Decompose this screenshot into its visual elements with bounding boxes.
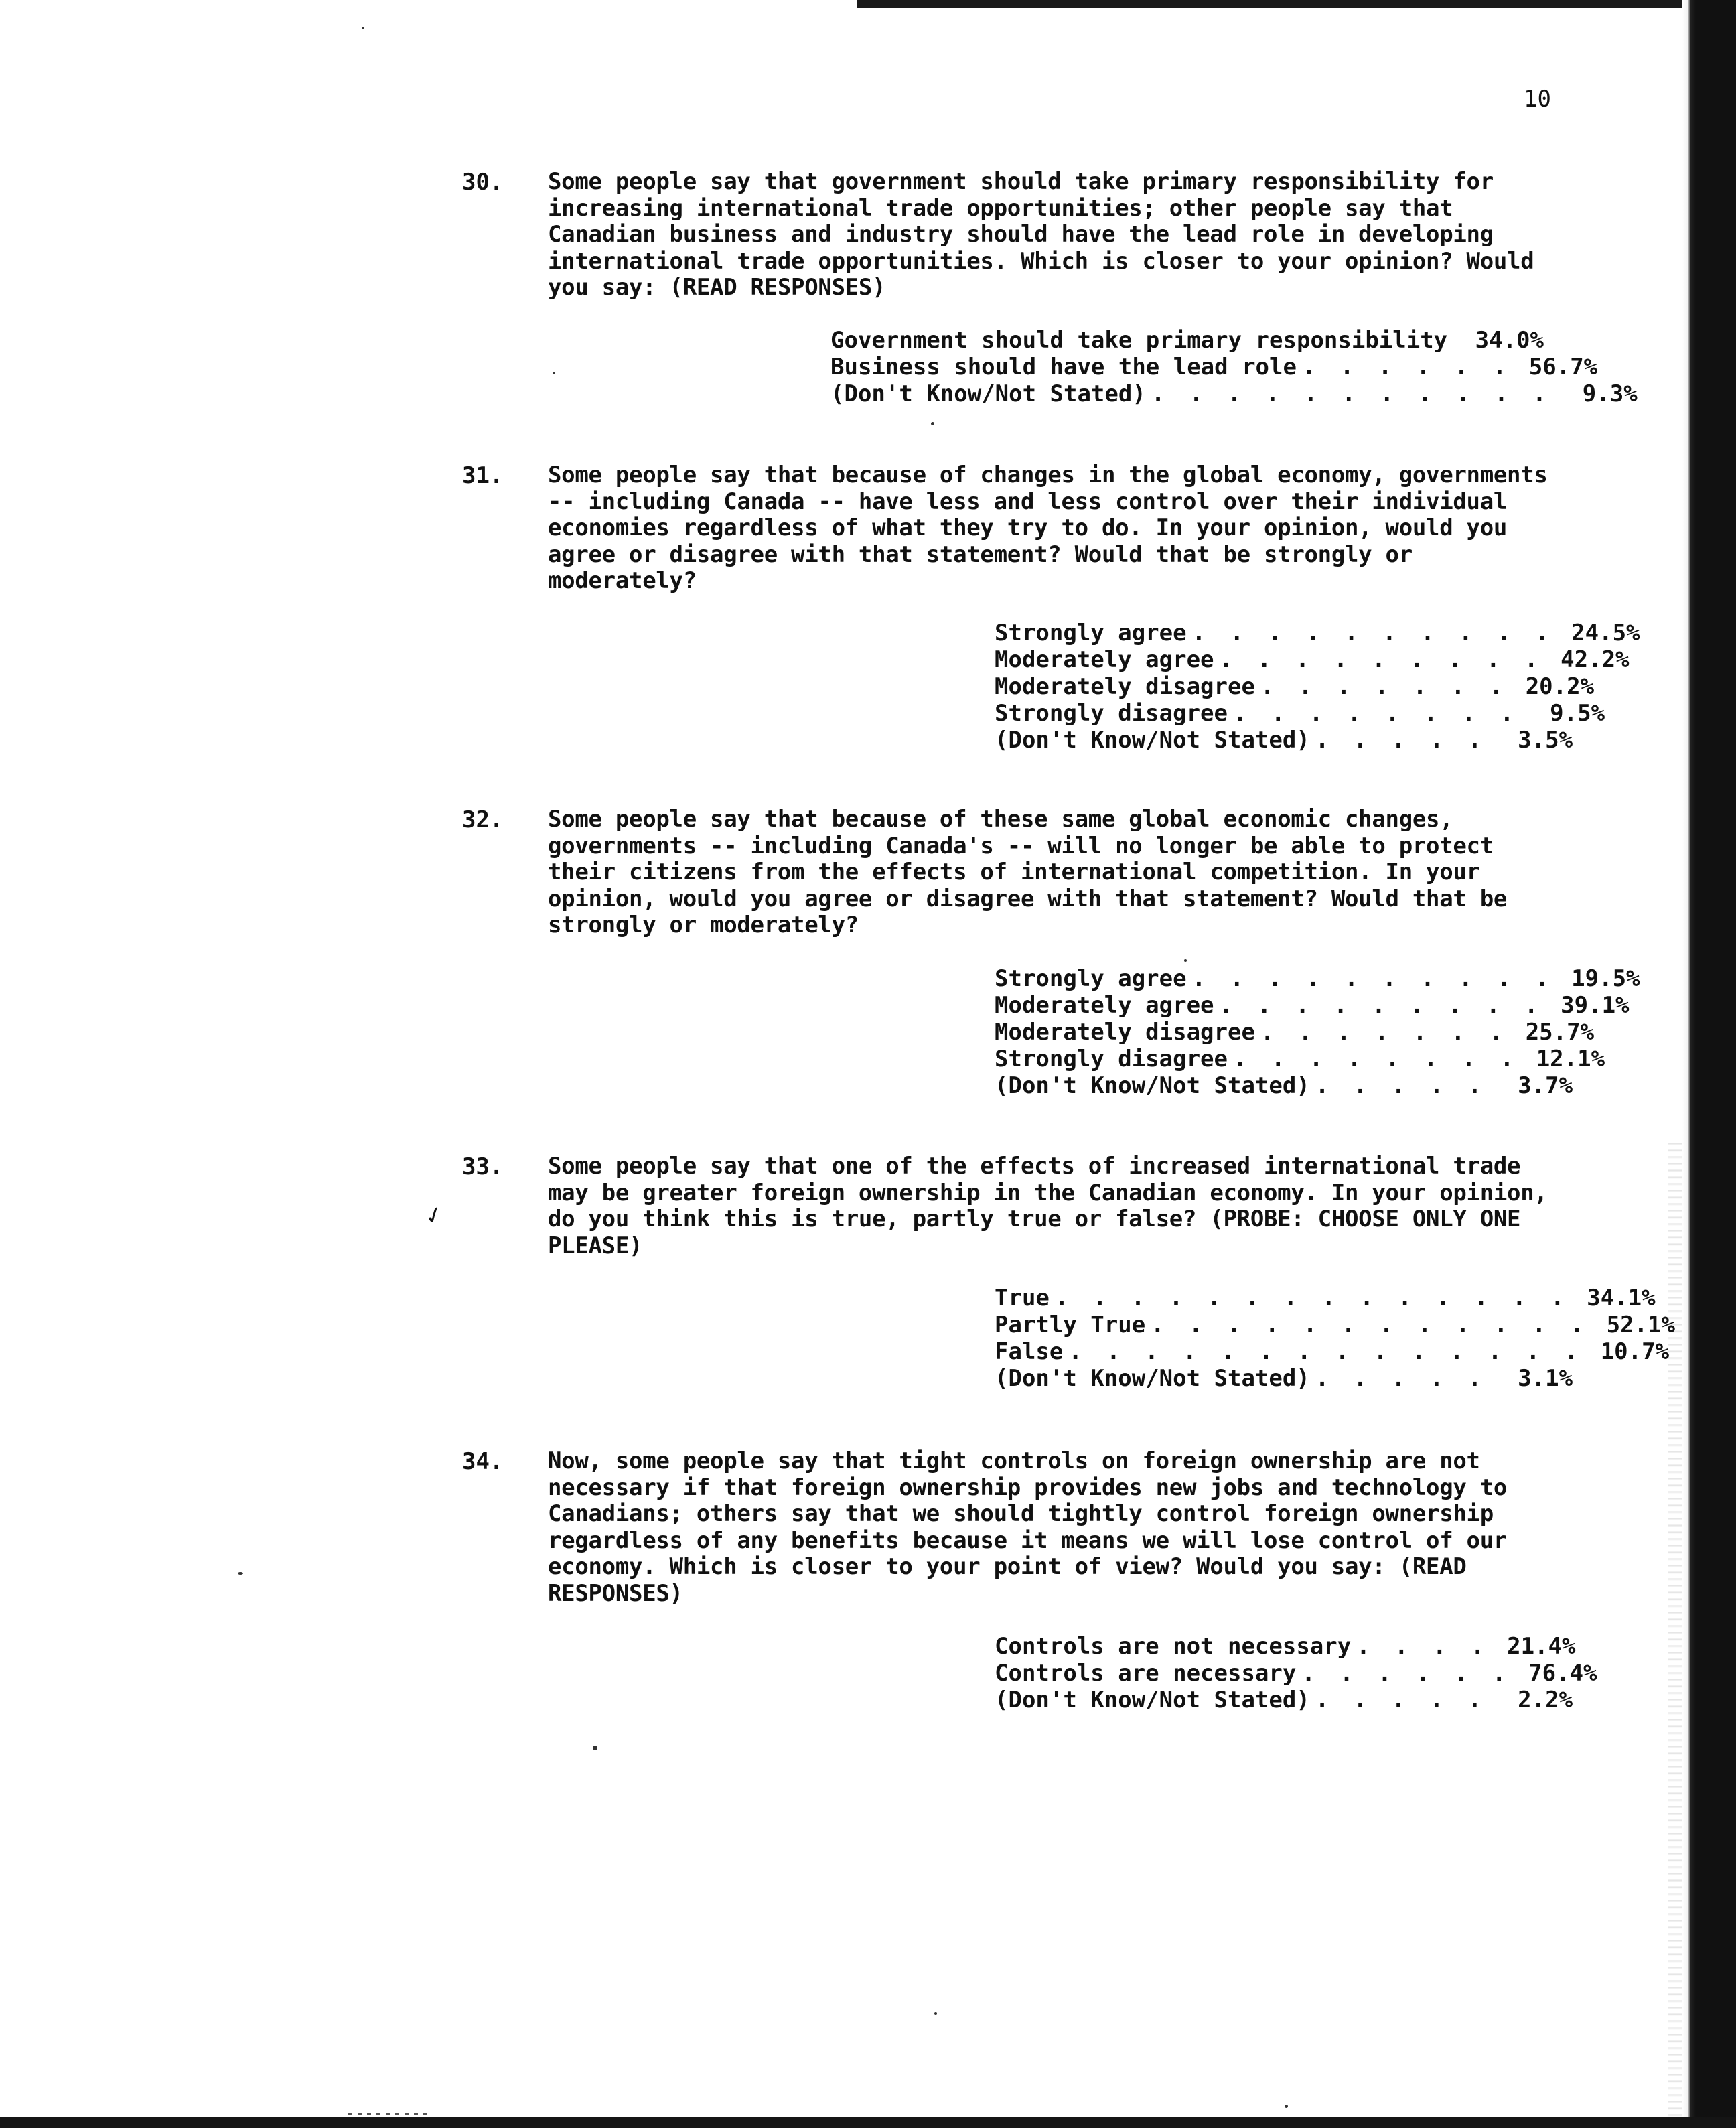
response-value: 25.7% (1525, 1019, 1595, 1046)
response-label: Moderately agree (995, 646, 1214, 673)
leader-dots: . . . . . . . . . (1219, 992, 1544, 1019)
scan-speck (1184, 959, 1187, 962)
response-row (995, 1365, 1573, 1392)
response-label: (Don't Know/Not Stated) (995, 1365, 1310, 1392)
scan-edge-texture (1668, 1139, 1682, 2128)
question-number: 32. (462, 806, 504, 833)
response-row (995, 1285, 1656, 1311)
response-list-34 (995, 1633, 1597, 1713)
leader-dots: . . . . . (1315, 1687, 1488, 1713)
response-label: Strongly disagree (995, 1046, 1228, 1072)
response-value: 34.1% (1587, 1285, 1656, 1311)
leader-dots: . . . . (1356, 1633, 1490, 1660)
response-row (995, 620, 1640, 646)
response-value: 9.3% (1582, 380, 1638, 407)
leader-dots: . . . . . . . . . . . . (1151, 1311, 1589, 1338)
response-row (995, 992, 1630, 1019)
response-value: 21.4% (1507, 1633, 1576, 1660)
scan-speck (553, 372, 555, 374)
scan-speck (362, 27, 364, 29)
response-list-32 (995, 965, 1640, 1099)
leader-dots: . . . . . . . . (1233, 700, 1520, 727)
leader-dots: . . . . . . . (1260, 673, 1509, 700)
response-list-33 (995, 1285, 1675, 1392)
response-row (995, 1338, 1670, 1365)
response-row (995, 1633, 1576, 1660)
scan-edge-bottom (0, 2117, 1736, 2128)
question-text: Some people say that government should take primary responsibility for increasing international trade opportunities; other people say that Canadian business and industry should have the lead role in developing international trade opportunities. Which is closer to your opinion? Would you say: (READ RESPONSES) (548, 168, 1534, 301)
response-label: Moderately disagree (995, 1019, 1255, 1046)
response-row (995, 1072, 1573, 1099)
response-row (830, 380, 1638, 407)
question-text: Now, some people say that tight controls on foreign ownership are not necessary if that foreign ownership provides new jobs and technology to Canadians; others say that we should tightly control foreign ownership regardless of any benefits because it means we will lose control of our economy. Which is closer to your point of view? Would you say: (READ RESPONSES) (548, 1447, 1508, 1607)
question-text: Some people say that one of the effects of increased international trade may be greater foreign ownership in the Canadian economy. In your opinion, do you think this is true, partly true or false? (PROBE: CHOOSE ONLY ONE PLEASE) (548, 1153, 1548, 1259)
response-value: 9.5% (1550, 700, 1605, 727)
question-number: 30. (462, 169, 504, 196)
response-list-30 (830, 327, 1638, 407)
response-value: 3.5% (1518, 727, 1573, 754)
response-value: 42.2% (1561, 646, 1630, 673)
scan-speck (238, 1572, 243, 1575)
response-row (995, 700, 1605, 727)
leader-dots: . . . . . . . . . . . . . . (1054, 1285, 1570, 1311)
response-label: (Don't Know/Not Stated) (995, 1687, 1310, 1713)
response-label: Strongly agree (995, 965, 1187, 992)
leader-dots: . . . . . . (1301, 1660, 1512, 1687)
response-value: 2.2% (1518, 1687, 1573, 1713)
leader-dots: . . . . . . . . . . (1191, 965, 1554, 992)
leader-dots: . . . . . . . . . . (1191, 620, 1554, 646)
response-label: True (995, 1285, 1050, 1311)
response-row (995, 673, 1595, 700)
leader-dots: . . . . . . . . . (1219, 646, 1544, 673)
handwritten-tick-mark: ✓ (421, 1200, 448, 1232)
response-value: 24.5% (1571, 620, 1640, 646)
response-row (995, 646, 1630, 673)
response-value: 10.7% (1600, 1338, 1670, 1365)
response-row (995, 1046, 1605, 1072)
response-value: 56.7% (1528, 354, 1598, 380)
scan-speck (934, 2012, 937, 2015)
response-label: (Don't Know/Not Stated) (830, 380, 1146, 407)
response-row (995, 1660, 1597, 1687)
scan-edge-right (1682, 0, 1736, 2128)
response-row (995, 727, 1573, 754)
response-value: 3.1% (1518, 1365, 1573, 1392)
leader-dots: . . . . . . (1301, 354, 1512, 380)
leader-dots: . . . . . . . . (1233, 1046, 1520, 1072)
question-number: 34. (462, 1448, 504, 1475)
leader-dots: . . . . . . . . . . . . . . (1068, 1338, 1584, 1365)
response-label: Moderately agree (995, 992, 1214, 1019)
response-label: Business should have the lead role (830, 354, 1297, 380)
response-value: 20.2% (1525, 673, 1595, 700)
response-label: Moderately disagree (995, 673, 1255, 700)
response-value: 12.1% (1536, 1046, 1605, 1072)
response-row (995, 1311, 1675, 1338)
response-value: 39.1% (1561, 992, 1630, 1019)
response-row (830, 327, 1544, 354)
response-value: 19.5% (1571, 965, 1640, 992)
scan-edge-top (857, 0, 1688, 8)
response-row (995, 1019, 1595, 1046)
scan-speck (931, 422, 934, 425)
response-label: False (995, 1338, 1064, 1365)
scan-speck (1285, 2105, 1288, 2108)
response-label: Strongly agree (995, 620, 1187, 646)
response-value: 52.1% (1606, 1311, 1675, 1338)
scan-speck (593, 1746, 597, 1750)
response-value: 34.0% (1475, 327, 1544, 354)
leader-dots: . . . . . . . . . . . (1151, 380, 1552, 407)
response-list-31 (995, 620, 1640, 754)
scan-speck (348, 2113, 429, 2115)
response-label: (Don't Know/Not Stated) (995, 727, 1310, 754)
response-label: Controls are necessary (995, 1660, 1297, 1687)
response-label: Government should take primary responsibility (830, 327, 1448, 354)
page-number: 10 (1524, 86, 1551, 113)
response-label: (Don't Know/Not Stated) (995, 1072, 1310, 1099)
leader-dots: . . . . . (1315, 1072, 1488, 1099)
response-label: Partly True (995, 1311, 1146, 1338)
response-label: Controls are not necessary (995, 1633, 1352, 1660)
leader-dots: . . . . . (1315, 727, 1488, 754)
question-number: 31. (462, 462, 504, 489)
response-label: Strongly disagree (995, 700, 1228, 727)
question-text: Some people say that because of changes in the global economy, governments -- including Canada -- have less and less control over their individual economies regardless of what they try to do. In your opinion, would you agree or disagree with that statement? Would that be strongly or moderately? (548, 462, 1548, 594)
leader-dots: . . . . . (1315, 1365, 1488, 1392)
response-value: 76.4% (1528, 1660, 1597, 1687)
response-row (830, 354, 1598, 380)
response-value: 3.7% (1518, 1072, 1573, 1099)
question-number: 33. (462, 1153, 504, 1180)
question-text: Some people say that because of these same global economic changes, governments -- including Canada's -- will no longer be able to protect their citizens from the effects of international competition. In your opinion, would you agree or disagree with that statement? Would that be strongly or moderately? (548, 806, 1508, 938)
leader-dots: . . . . . . . (1260, 1019, 1509, 1046)
response-row (995, 1687, 1573, 1713)
response-row (995, 965, 1640, 992)
